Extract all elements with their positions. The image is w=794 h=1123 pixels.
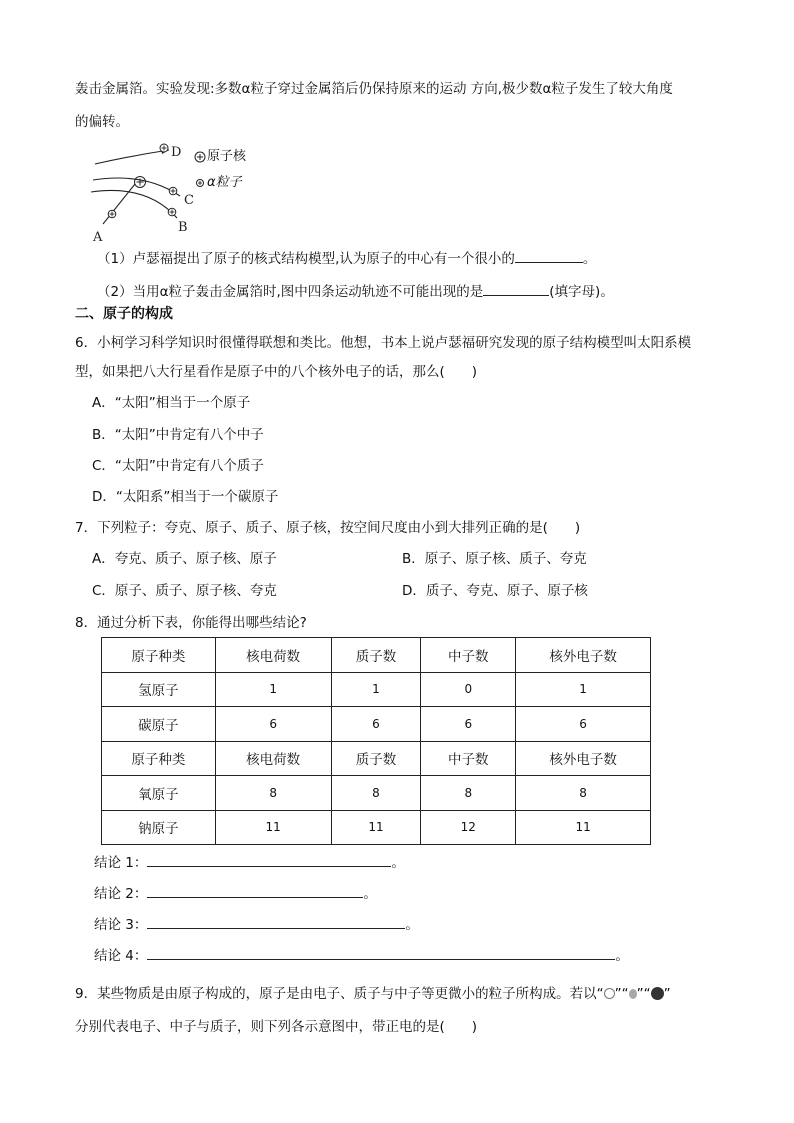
answer-blank-2[interactable] xyxy=(483,281,549,296)
label-b: B xyxy=(178,220,188,235)
q7-option-a[interactable]: A．夸克、质子、原子核、原子 xyxy=(92,551,277,567)
legend-nucleus-label: 原子核 xyxy=(207,149,247,164)
conclusion-3: 结论 3： 。 xyxy=(94,914,419,935)
conclusion-2-blank[interactable] xyxy=(147,883,363,898)
q7-stem: 7．下列粒子：夸克、原子、质子、原子核，按空间尺度由小到大排列正确的是( ) xyxy=(75,520,581,536)
conclusion-1-blank[interactable] xyxy=(147,852,391,867)
table-cell: 6 xyxy=(421,707,516,742)
q9-stem-text: 9．某些物质是由原子构成的，原子是由电子、质子与中子等更微小的粒子所构成。若以 xyxy=(75,986,597,1002)
track-d xyxy=(95,150,169,164)
q6-option-c[interactable]: C．“太阳”中肯定有八个质子 xyxy=(92,458,264,474)
table-row xyxy=(102,810,651,845)
table-row xyxy=(102,741,651,776)
sub-question-2: （2）当用α粒子轰击金属箔时,图中四条运动轨迹不可能出现的是 (填字母)。 xyxy=(97,281,614,302)
table-cell: 8 xyxy=(516,776,651,811)
table-cell: 12 xyxy=(421,810,516,845)
table-row xyxy=(102,776,651,811)
table-header-cell: 中子数 xyxy=(421,638,516,673)
legend-alpha-label: α粒子 xyxy=(207,175,242,190)
sub-question-1: （1）卢瑟福提出了原子的核式结构模型,认为原子的中心有一个很小的 。 xyxy=(97,248,596,269)
table-cell: 质子数 xyxy=(331,741,421,776)
track-b xyxy=(91,190,177,218)
table-cell: 6 xyxy=(215,707,331,742)
label-d: D xyxy=(171,145,182,160)
sub-question-2-text: （2）当用α粒子轰击金属箔时,图中四条运动轨迹不可能出现的是 xyxy=(97,284,484,300)
table-header-cell: 原子种类 xyxy=(102,638,216,673)
table-row xyxy=(102,707,651,742)
table-cell: 0 xyxy=(421,672,516,707)
table-cell: 11 xyxy=(331,810,421,845)
q6-stem-line-1: 6．小柯学习科学知识时很懂得联想和类比。他想，书本上说卢瑟福研究发现的原子结构模型叫太阳系模 xyxy=(75,335,692,351)
q7-option-b[interactable]: B．原子、原子核、质子、夸克 xyxy=(402,551,587,567)
electron-icon xyxy=(604,988,615,999)
table-cell: 中子数 xyxy=(421,741,516,776)
table-cell: 8 xyxy=(215,776,331,811)
table-header-cell: 核电荷数 xyxy=(215,638,331,673)
table-cell: 1 xyxy=(215,672,331,707)
proton-icon xyxy=(651,987,664,1000)
q7-option-c[interactable]: C．原子、质子、原子核、夸克 xyxy=(92,583,277,599)
table-cell: 1 xyxy=(331,672,421,707)
table-cell: 氧原子 xyxy=(102,776,216,811)
sub-question-1-text: （1）卢瑟福提出了原子的核式结构模型,认为原子的中心有一个很小的 xyxy=(97,251,515,267)
label-a: A xyxy=(93,230,103,245)
q8-stem: 8．通过分析下表，你能得出哪些结论? xyxy=(75,615,307,631)
table-cell: 11 xyxy=(516,810,651,845)
table-cell: 1 xyxy=(516,672,651,707)
table-cell: 氢原子 xyxy=(102,672,216,707)
atom-data-table xyxy=(101,637,651,845)
conclusion-4: 结论 4： 。 xyxy=(94,945,629,966)
table-header-cell: 质子数 xyxy=(331,638,421,673)
intro-line-1: 轰击金属箔。实验发现:多数α粒子穿过金属箔后仍保持原来的运动 方向,极少数α粒子发生了较大角度 xyxy=(75,81,673,97)
table-cell: 6 xyxy=(516,707,651,742)
intro-line-2: 的偏转。 xyxy=(75,114,129,130)
table-row xyxy=(102,672,651,707)
conclusion-1: 结论 1： 。 xyxy=(94,852,405,873)
neutron-icon xyxy=(629,989,637,999)
q6-option-b[interactable]: B．“太阳”中肯定有八个中子 xyxy=(92,427,264,443)
conclusion-2: 结论 2： 。 xyxy=(94,883,377,904)
q7-option-d[interactable]: D．质子、夸克、原子、原子核 xyxy=(402,583,588,599)
q9-stem-line-1: 9．某些物质是由原子构成的，原子是由电子、质子与中子等更微小的粒子所构成。若以“ ”“ ”“ ” xyxy=(75,986,671,1002)
table-cell: 8 xyxy=(331,776,421,811)
table-cell: 核电荷数 xyxy=(215,741,331,776)
conclusion-3-blank[interactable] xyxy=(147,914,405,929)
table-header-cell: 核外电子数 xyxy=(516,638,651,673)
table-cell: 碳原子 xyxy=(102,707,216,742)
table-cell: 11 xyxy=(215,810,331,845)
conclusion-4-blank[interactable] xyxy=(147,945,615,960)
table-cell: 核外电子数 xyxy=(516,741,651,776)
table-cell: 6 xyxy=(331,707,421,742)
table-cell: 原子种类 xyxy=(102,741,216,776)
section-heading-atom-structure: 二、原子的构成 xyxy=(75,306,173,322)
answer-blank-1[interactable] xyxy=(515,248,583,263)
q6-option-a[interactable]: A．“太阳”相当于一个原子 xyxy=(92,395,251,411)
table-cell: 8 xyxy=(421,776,516,811)
q6-option-d[interactable]: D．“太阳系”相当于一个碳原子 xyxy=(92,489,279,505)
q9-stem-line-2: 分别代表电子、中子与质子，则下列各示意图中，带正电的是( ) xyxy=(75,1019,478,1035)
label-c: C xyxy=(184,193,194,208)
table-header-row xyxy=(102,638,651,673)
q6-stem-line-2: 型，如果把八大行星看作是原子中的八个核外电子的话，那么( ) xyxy=(75,364,478,380)
table-cell: 钠原子 xyxy=(102,810,216,845)
